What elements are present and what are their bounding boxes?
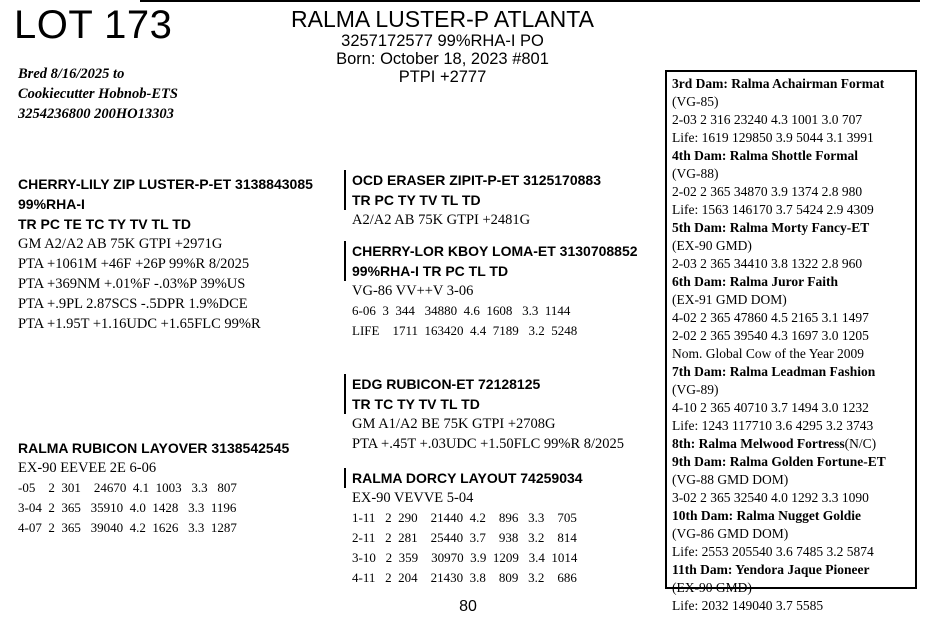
pedigree-detail: 2-03 2 316 23240 4.3 1001 3.0 707 [672,112,863,127]
sire-line: PTA +1.95T +1.16UDC +1.65FLC 99%R [18,316,261,332]
pedigree-line [672,273,915,291]
pedigree-line [672,165,915,183]
pedigree-dam-name: 7th Dam: Ralma Leadman Fashion [672,364,876,379]
sires-sire-line: A2/A2 AB 75K GTPI +2481G [352,212,531,228]
pedigree-detail: 2-02 2 365 34870 3.9 1374 2.8 980 [672,184,863,199]
pedigree-line [672,399,915,417]
dam-record: -05 2 301 24670 4.1 1003 3.3 807 [18,480,237,495]
sires-sire-traits: TR PC TY TV TL TD [352,192,481,208]
dams-dam-name: RALMA DORCY LAYOUT 74259034 [352,470,583,486]
pedigree-dam-name: 8th: Ralma Melwood Fortress [672,436,845,451]
mgs-header [344,374,644,414]
pedigree-detail: Nom. Global Cow of the Year 2009 [672,346,864,361]
sire-line: PTA +.9PL 2.87SCS -.5DPR 1.9%DCE [18,296,248,312]
pedigree-detail: Life: 1243 117710 3.6 4295 3.2 3743 [672,418,874,433]
pedigree-line [672,543,915,561]
sires-dam-classification: VG-86 VV++V 3-06 [352,283,474,299]
pedigree-line [672,417,915,435]
bred-info [18,64,178,124]
pedigree-detail: 4-10 2 365 40710 3.7 1494 3.0 1232 [672,400,869,415]
pedigree-detail: 3-02 2 365 32540 4.0 1292 3.3 1090 [672,490,869,505]
dam-record: 3-04 2 365 35910 4.0 1428 3.3 1196 [18,500,237,515]
sire-line: PTA +369NM +.01%F -.03%P 39%US [18,276,246,292]
bred-line: Cookiecutter Hobnob-ETS [18,86,178,102]
lot-number: LOT 173 [14,3,173,47]
sire-name: CHERRY-LILY ZIP LUSTER-P-ET 3138843085 [18,176,313,192]
sire-traits: TR PC TE TC TY TV TL TD [18,216,191,232]
pedigree-line [672,489,915,507]
animal-ptpi: PTPI +2777 [398,68,487,86]
pedigree-detail: 2-02 2 365 39540 4.3 1697 3.0 1205 [672,328,869,343]
dam-record: 4-07 2 365 39040 4.2 1626 3.3 1287 [18,520,237,535]
pedigree-detail: Life: 2553 205540 3.6 7485 3.2 5874 [672,544,874,559]
sire-line: GM A2/A2 AB 75K GTPI +2971G [18,236,223,252]
sires-dam-header [344,241,644,281]
pedigree-dam-name: 11th Dam: Yendora Jaque Pioneer [672,562,870,577]
sires-dam-traits: 99%RHA-I TR PC TL TD [352,263,509,279]
pedigree-line [672,255,915,273]
pedigree-detail: (VG-85) [672,94,719,109]
bred-line: 3254236800 200HO13303 [18,106,174,122]
pedigree-detail: (VG-88 GMD DOM) [672,472,789,487]
dams-dam-record: 4-11 2 204 21430 3.8 809 3.2 686 [352,570,577,585]
dams-dam-record: 2-11 2 281 25440 3.7 938 3.2 814 [352,530,577,545]
pedigree-detail: (EX-91 GMD DOM) [672,292,787,307]
dams-dam-block [344,468,644,588]
page-number: 80 [459,598,477,615]
dam-classification: EX-90 EEVEE 2E 6-06 [18,460,157,476]
pedigree-dam-name: 4th Dam: Ralma Shottle Formal [672,148,858,163]
sire-rha: 99%RHA-I [18,196,85,212]
bred-line: Bred 8/16/2025 to [18,66,125,82]
dam-name: RALMA RUBICON LAYOVER 3138542545 [18,440,290,456]
pedigree-dam-name: 10th Dam: Ralma Nugget Goldie [672,508,861,523]
pedigree-line [672,525,915,543]
pedigree-line [672,111,915,129]
sires-dam-block [344,241,644,341]
pedigree-line [672,507,915,525]
pedigree-line [672,579,915,597]
pedigree-detail: 4-02 2 365 47860 4.5 2165 3.1 1497 [672,310,869,325]
pedigree-detail: Life: 2032 149040 3.7 5585 [672,598,824,613]
dams-dam-record: 1-11 2 290 21440 4.2 896 3.3 705 [352,510,577,525]
pedigree-detail: (EX-90 GMD) [672,238,752,253]
pedigree-line [672,219,915,237]
pedigree-detail: (VG-86 GMD DOM) [672,526,789,541]
pedigree-line [672,561,915,579]
sires-dam-name: CHERRY-LOR KBOY LOMA-ET 3130708852 [352,243,638,259]
pedigree-line [672,363,915,381]
mgs-line: PTA +.45T +.03UDC +1.50FLC 99%R 8/2025 [352,436,625,452]
pedigree-line [672,453,915,471]
pedigree-line [672,471,915,489]
pedigree-line [672,435,915,453]
pedigree-detail: Life: 1563 146170 3.7 5424 2.9 4309 [672,202,874,217]
pedigree-line [672,309,915,327]
dams-dam-classification: EX-90 VEVVE 5-04 [352,490,474,506]
pedigree-dam-name: 5th Dam: Ralma Morty Fancy-ET [672,220,870,235]
pedigree-line [672,237,915,255]
pedigree-dam-name: 9th Dam: Ralma Golden Fortune-ET [672,454,886,469]
pedigree-detail: (VG-88) [672,166,719,181]
pedigree-line [672,93,915,111]
pedigree-line [672,129,915,147]
dam-block [18,438,338,538]
mgs-line: GM A1/A2 BE 75K GTPI +2708G [352,416,556,432]
mgs-name: EDG RUBICON-ET 72128125 [352,376,541,392]
sires-dam-record: 6-06 3 344 34880 4.6 1608 3.3 1144 [352,303,571,318]
pedigree-line [672,327,915,345]
pedigree-line [672,345,915,363]
pedigree-detail: (VG-89) [672,382,719,397]
pedigree-dam-name: 6th Dam: Ralma Juror Faith [672,274,838,289]
animal-born: Born: October 18, 2023 #801 [336,50,549,68]
sires-sire-block [344,170,644,230]
animal-id-line: 3257172577 99%RHA-I PO [341,32,544,50]
top-rule [140,0,920,2]
pedigree-line [672,183,915,201]
animal-name: RALMA LUSTER-P ATLANTA [291,6,594,32]
animal-header [260,6,625,86]
pedigree-line [672,201,915,219]
mgs-block [344,374,644,454]
sire-line: PTA +1061M +46F +26P 99%R 8/2025 [18,256,250,272]
dams-dam-header [344,468,644,488]
sires-sire-name: OCD ERASER ZIPIT-P-ET 3125170883 [352,172,601,188]
pedigree-line [672,291,915,309]
sires-dam-record: LIFE 1711 163420 4.4 7189 3.2 5248 [352,323,578,338]
sire-block [18,174,338,334]
pedigree-detail: (EX-90 GMD) [672,580,752,595]
pedigree-line [672,147,915,165]
sires-sire-header [344,170,644,210]
pedigree-detail: (N/C) [844,436,877,451]
dams-dam-record: 3-10 2 359 30970 3.9 1209 3.4 1014 [352,550,578,565]
pedigree-detail: 2-03 2 365 34410 3.8 1322 2.8 960 [672,256,863,271]
pedigree-detail: Life: 1619 129850 3.9 5044 3.1 3991 [672,130,874,145]
pedigree-dam-name: 3rd Dam: Ralma Achairman Format [672,76,885,91]
pedigree-line [672,75,915,93]
pedigree-line [672,381,915,399]
pedigree-box [665,70,917,613]
mgs-traits: TR TC TY TV TL TD [352,396,480,412]
